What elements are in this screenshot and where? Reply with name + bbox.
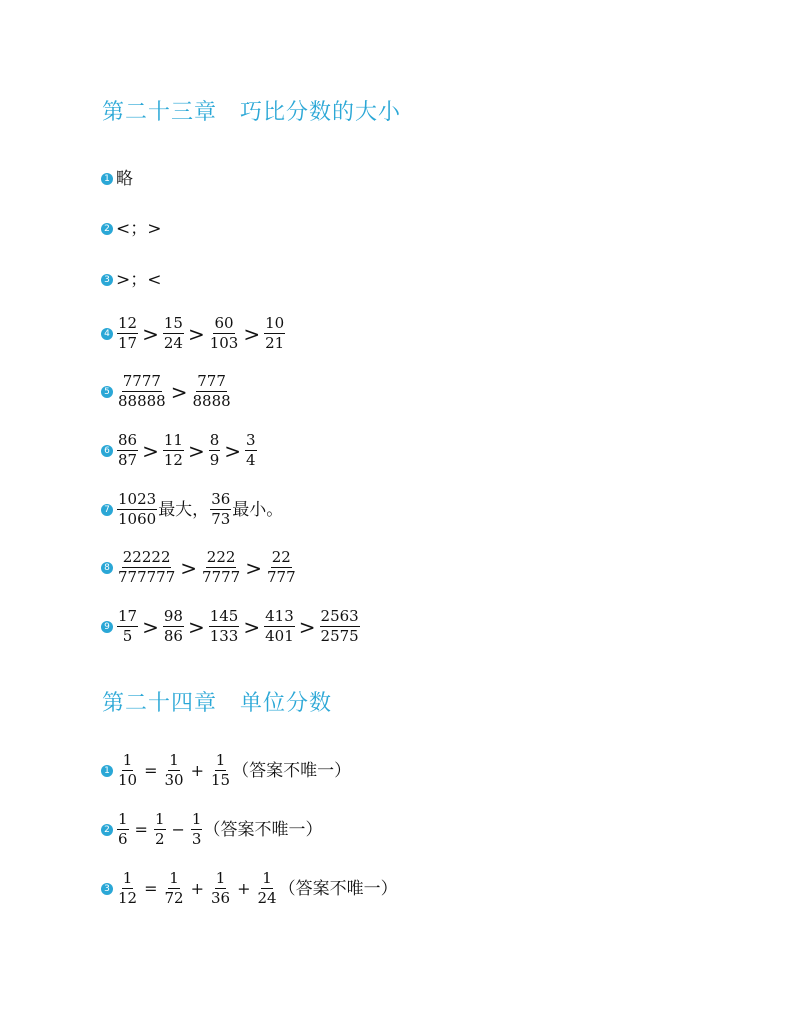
numbered-circle-icon: 3 [101, 274, 113, 286]
answer-expression [116, 870, 398, 907]
operator: + [237, 879, 251, 898]
numerator: 777 [197, 372, 226, 390]
operator: > [187, 614, 205, 639]
chapter-title: 第二十三章 巧比分数的大小 [102, 100, 402, 125]
fraction [164, 752, 185, 789]
operator: > [187, 321, 205, 346]
answer-text: 最大， [158, 499, 210, 520]
numerator: 11 [163, 431, 183, 449]
numerator: 22222 [122, 548, 171, 566]
answer-expression [116, 218, 162, 240]
numerator: 145 [209, 607, 239, 625]
fraction [209, 315, 240, 352]
numerator: 413 [265, 607, 294, 625]
numerator: 3 [246, 431, 256, 449]
answer-expression [116, 269, 162, 291]
operator: > [180, 555, 198, 580]
numerator: 15 [163, 314, 183, 332]
denominator: 2 [154, 830, 165, 848]
fraction [264, 315, 285, 352]
operator: > [170, 379, 188, 404]
numerator: 1 [169, 869, 179, 887]
numbered-circle-icon: 1 [101, 173, 113, 185]
denominator: 9 [209, 451, 220, 469]
fraction [257, 870, 278, 907]
fraction [209, 432, 221, 469]
answer-item [101, 315, 286, 352]
fraction [117, 315, 138, 352]
fraction [210, 752, 231, 789]
numerator: 1 [122, 751, 133, 769]
fraction [117, 608, 138, 645]
fraction [191, 811, 203, 848]
numbered-circle-icon: 5 [101, 386, 113, 398]
denominator: 6 [118, 830, 128, 848]
answer-expression [116, 315, 286, 352]
fraction [117, 373, 167, 410]
denominator: 87 [118, 451, 138, 469]
denominator: 777777 [118, 568, 176, 586]
denominator: 36 [211, 889, 231, 907]
numbered-circle-icon: 7 [101, 504, 113, 516]
fraction [163, 608, 184, 645]
answer-expression [116, 608, 361, 645]
fraction [210, 870, 231, 907]
numbered-circle-icon: 9 [101, 621, 113, 633]
numerator: 1 [215, 869, 226, 887]
denominator: 73 [211, 510, 231, 528]
answer-item [101, 870, 398, 907]
answer-item [101, 811, 322, 848]
denominator: 21 [265, 334, 285, 352]
denominator: 12 [163, 451, 183, 469]
operator: > [243, 614, 261, 639]
answer-item [101, 218, 162, 240]
answer-item [101, 269, 162, 291]
fraction [117, 491, 157, 528]
denominator: 2575 [320, 627, 359, 645]
fraction [320, 608, 360, 645]
numbered-circle-icon: 1 [101, 765, 113, 777]
denominator: 1060 [118, 510, 157, 528]
numerator: 1 [122, 869, 133, 887]
numerator: 222 [206, 548, 236, 566]
answer-expression [116, 168, 133, 190]
numerator: 17 [118, 607, 138, 625]
answer-expression [116, 752, 351, 789]
fraction [117, 432, 138, 469]
denominator: 24 [257, 889, 277, 907]
answer-text: >；< [116, 270, 162, 290]
numbered-circle-icon: 8 [101, 562, 113, 574]
numerator: 36 [211, 490, 231, 508]
numerator: 7777 [122, 372, 161, 390]
fraction [210, 491, 231, 528]
fraction [264, 608, 295, 645]
answer-expression [116, 549, 298, 586]
operator: > [224, 438, 242, 463]
fraction [245, 432, 257, 469]
numerator: 2563 [320, 607, 359, 625]
numerator: 60 [214, 314, 234, 332]
denominator: 3 [191, 830, 202, 848]
answer-text: 最小。 [232, 499, 284, 520]
numerator: 8 [209, 431, 220, 449]
fraction [164, 870, 185, 907]
answer-item [101, 752, 351, 789]
denominator: 15 [211, 771, 231, 789]
denominator: 88888 [118, 392, 166, 410]
fraction [117, 549, 176, 586]
fraction [163, 315, 184, 352]
fraction [117, 870, 138, 907]
fraction [117, 811, 129, 848]
fraction [117, 752, 138, 789]
denominator: 10 [118, 771, 138, 789]
denominator: 401 [265, 627, 294, 645]
denominator: 4 [246, 451, 256, 469]
denominator: 17 [118, 334, 138, 352]
numerator: 86 [118, 431, 138, 449]
denominator: 5 [122, 627, 133, 645]
denominator: 24 [163, 334, 183, 352]
operator: + [190, 761, 204, 780]
fraction [201, 549, 241, 586]
answer-item [101, 432, 258, 469]
operator: > [298, 614, 316, 639]
denominator: 777 [266, 568, 296, 586]
numerator: 12 [118, 314, 138, 332]
denominator: 103 [209, 334, 239, 352]
answer-text: <；> [116, 219, 162, 239]
answer-expression [116, 373, 233, 410]
operator: > [187, 438, 205, 463]
numerator: 1 [169, 751, 179, 769]
operator: + [190, 879, 204, 898]
answer-item [101, 608, 361, 645]
operator: > [142, 614, 159, 639]
answer-item [101, 168, 133, 190]
operator: > [142, 321, 159, 346]
answer-text: （答案不唯一） [203, 819, 323, 840]
fraction [266, 549, 297, 586]
operator: > [243, 321, 261, 346]
answer-text: （答案不唯一） [232, 760, 352, 781]
answer-text: 略 [116, 169, 133, 189]
numbered-circle-icon: 2 [101, 223, 113, 235]
denominator: 30 [164, 771, 184, 789]
denominator: 7777 [202, 568, 241, 586]
answer-item [101, 491, 283, 528]
operator: = [144, 879, 158, 898]
answer-expression [116, 432, 258, 469]
numbered-circle-icon: 3 [101, 883, 113, 895]
numerator: 1023 [118, 490, 157, 508]
answer-item [101, 373, 233, 410]
numerator: 1 [215, 751, 226, 769]
operator: = [144, 761, 158, 780]
numbered-circle-icon: 4 [101, 328, 113, 340]
numbered-circle-icon: 6 [101, 445, 113, 457]
denominator: 12 [118, 889, 138, 907]
numerator: 98 [163, 607, 183, 625]
operator: > [245, 555, 262, 580]
fraction [163, 432, 184, 469]
fraction [154, 811, 166, 848]
denominator: 86 [163, 627, 183, 645]
numerator: 1 [154, 810, 165, 828]
operator: > [142, 438, 159, 463]
denominator: 72 [164, 889, 184, 907]
answer-expression [116, 491, 283, 528]
answer-expression [116, 811, 322, 848]
fraction [209, 608, 240, 645]
answer-item [101, 549, 298, 586]
operator: = [134, 820, 148, 839]
fraction [191, 373, 231, 410]
numbered-circle-icon: 2 [101, 824, 113, 836]
denominator: 133 [209, 627, 239, 645]
numerator: 1 [262, 869, 272, 887]
operator: − [171, 820, 185, 839]
chapter-title: 第二十四章 单位分数 [102, 691, 333, 716]
answer-text: （答案不唯一） [278, 878, 398, 899]
numerator: 1 [118, 810, 128, 828]
numerator: 22 [271, 548, 291, 566]
denominator: 8888 [192, 392, 231, 410]
numerator: 10 [265, 314, 285, 332]
numerator: 1 [191, 810, 202, 828]
